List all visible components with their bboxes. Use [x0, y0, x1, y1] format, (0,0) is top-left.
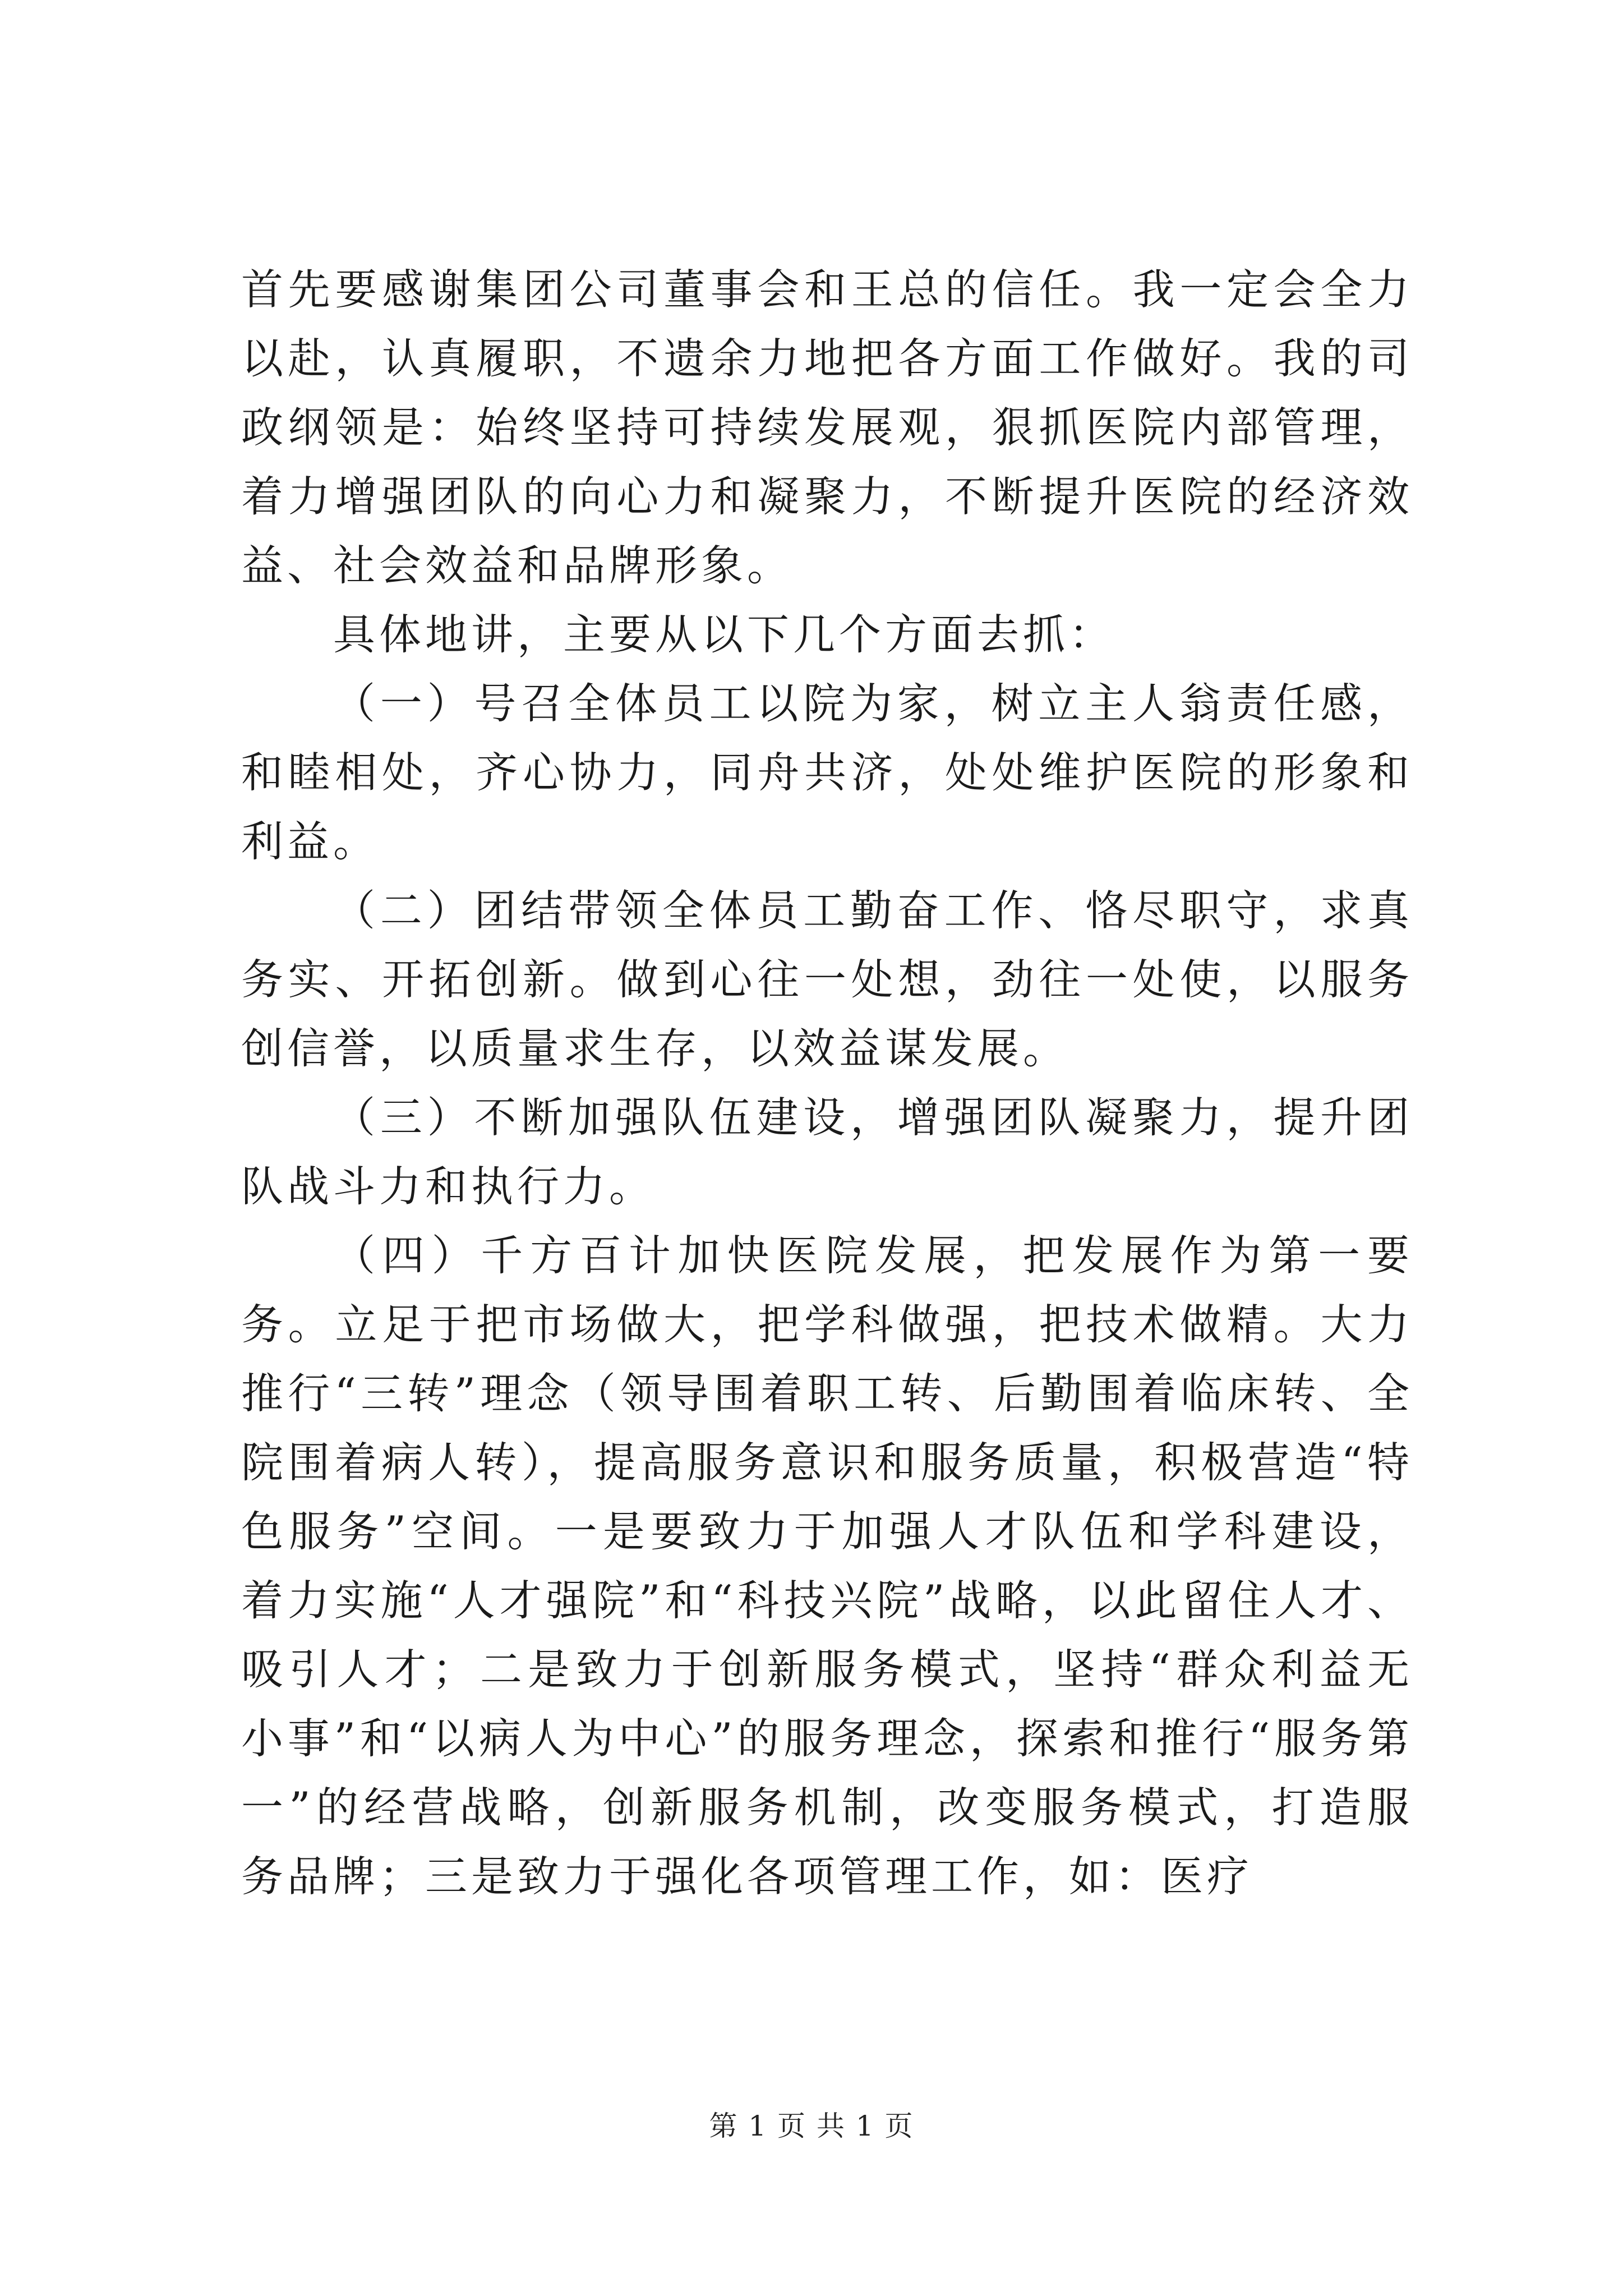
paragraph-intro: 首先要感谢集团公司董事会和王总的信任。我一定会全力以赴，认真履职，不遗余力地把各方面工作做好。我的司政纲领是：始终坚持可持续发展观，狠抓医院内部管理，着力增强团队的向心力和凝聚力，不断提升医院的经济效益、社会效益和品牌形象。 — [241, 265, 1413, 590]
paragraph-item-1: （一）号召全体员工以院为家，树立主人翁责任感，和睦相处，齐心协力，同舟共济，处处维护医院的形象和利益。 — [241, 679, 1413, 866]
paragraph-item-4: （四）千方百计加快医院发展，把发展作为第一要务。立足于把市场做大，把学科做强，把技术做精。大力推行“三转”理念（领导围着职工转、后勤围着临床转、全院围着病人转），提高服务意识和服务质量，积极营造“特色服务”空间。一是要致力于加强人才队伍和学科建设，着力实施“人才强院”和“科技兴院”战略，以此留住人才、吸引人才；二是致力于创新服务模式，坚持“群众利益无小事”和“以病人为中心”的服务理念，探索和推行“服务第一”的经营战略，创新服务机制，改变服务模式，打造服务品牌；三是致力于强化各项管理工作，如：医疗 — [241, 1231, 1413, 1901]
paragraph-item-2: （二）团结带领全体员工勤奋工作、恪尽职守，求真务实、开拓创新。做到心往一处想，劲往一处使，以服务创信誉，以质量求生存，以效益谋发展。 — [241, 886, 1413, 1073]
page-number-footer: 第 1 页 共 1 页 — [709, 2110, 914, 2142]
paragraph-item-3: （三）不断加强队伍建设，增强团队凝聚力，提升团队战斗力和执行力。 — [241, 1093, 1413, 1211]
document-body — [241, 255, 1413, 1911]
paragraph-overview: 具体地讲，主要从以下几个方面去抓： — [333, 610, 1115, 659]
